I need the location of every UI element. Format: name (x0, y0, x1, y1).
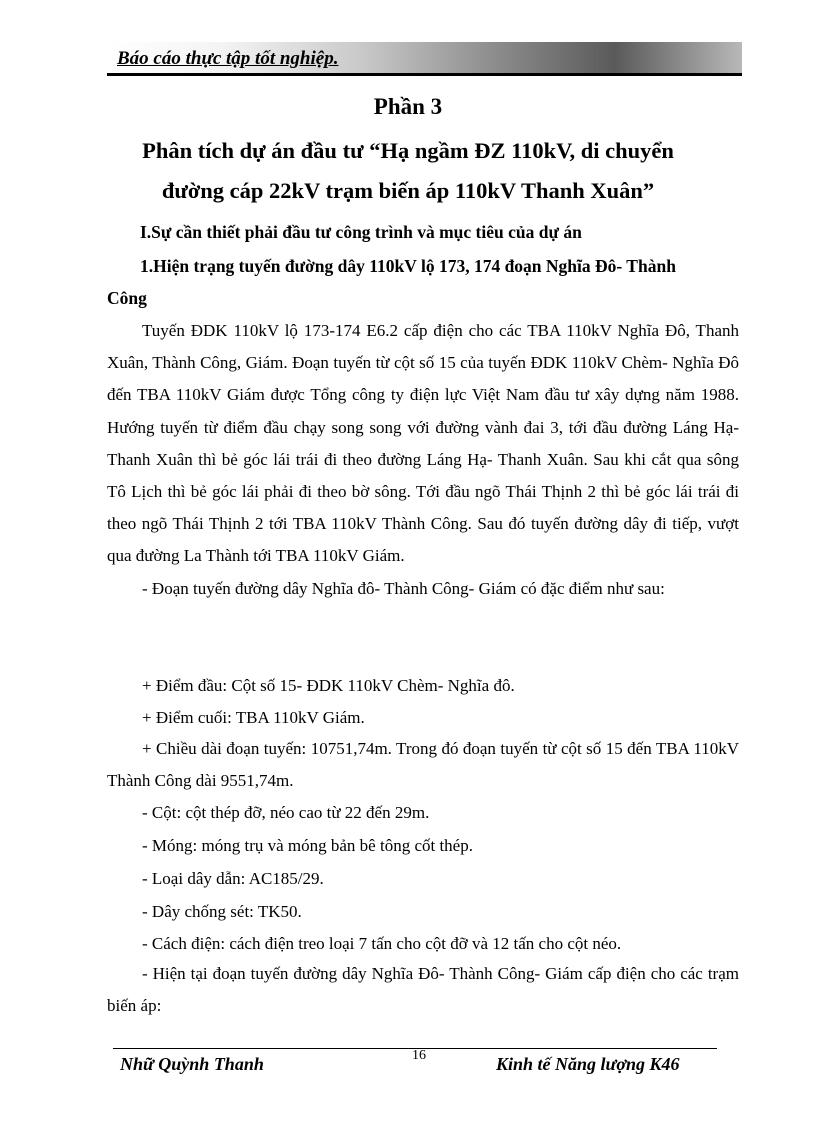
plus-length: + Chiều dài đoạn tuyến: 10751,74m. Trong đó đoạn tuyến từ cột số 15 đến TBA 110kV Thành Công dài 9551,74m. (107, 739, 739, 791)
bullet-section-features: - Đoạn tuyến đường dây Nghĩa đô- Thành Công- Giám có đặc điểm như sau: (142, 578, 665, 598)
bullet-foundation: - Móng: móng trụ và móng bản bê tông cốt thép. (142, 836, 473, 855)
paragraph-intro: Tuyến ĐDK 110kV lộ 173-174 E6.2 cấp điện cho các TBA 110kV Nghĩa Đô, Thanh Xuân, Thành Công, Giám. Đoạn tuyến từ cột số 15 của tuyến ĐDK 110kV Chèm- Nghĩa Đô đến TBA 110kV Giám được Tổng công ty điện lực Việt Nam đầu tư xây dựng năm 1988. Hướng tuyến từ điểm đầu chạy song song với đường vành đai 3, tới đầu đường Láng Hạ- Thanh Xuân thì bẻ góc lái trái đi theo đường Láng Hạ- Thanh Xuân. Sau khi cắt qua sông Tô Lịch thì bẻ góc lái phải đi theo bờ sông. Tới đầu ngõ Thái Thịnh 2 thì bẻ góc lái trái đi theo ngõ Thái Thịnh 2 tới TBA 110kV Thành Công. Sau đó tuyến đường dây đi tiếp, vượt qua đường La Thành tới TBA 110kV Giám. (107, 321, 739, 566)
subsection-heading-line1: 1.Hiện trạng tuyến đường dây 110kV lộ 173, 174 đoạn Nghĩa Đô- Thành (140, 256, 676, 276)
bullet-substations: - Hiện tại đoạn tuyến đường dây Nghĩa Đô- Thành Công- Giám cấp điện cho các trạm biến áp: (107, 964, 739, 1016)
footer-author: Nhữ Quỳnh Thanh (120, 1054, 264, 1074)
project-title-line2: đường cáp 22kV trạm biến áp 110kV Thanh Xuân” (161, 178, 655, 203)
bullet-substations-block (107, 958, 739, 1022)
bullet-insulation: - Cách điện: cách điện treo loại 7 tấn cho cột đỡ và 12 tấn cho cột néo. (142, 934, 622, 953)
body-paragraph (107, 315, 739, 605)
footer-class: Kinh tế Năng lượng K46 (496, 1054, 680, 1074)
header-text: Báo cáo thực tập tốt nghiệp. (117, 48, 339, 69)
part-title: Phần 3 (373, 94, 443, 119)
section-heading: I.Sự cần thiết phải đầu tư công trình và mục tiêu của dự án (140, 222, 582, 242)
page-number: 16 (412, 1048, 426, 1063)
plus-end-point: + Điểm cuối: TBA 110kV Giám. (142, 708, 365, 727)
bullet-conductor: - Loại dây dẫn: AC185/29. (142, 869, 324, 888)
plus-length-block (107, 733, 739, 797)
project-title-line1: Phân tích dự án đầu tư “Hạ ngầm ĐZ 110kV, di chuyển (142, 138, 674, 163)
bullet-ground-wire: - Dây chống sét: TK50. (142, 902, 302, 921)
page-header (107, 42, 742, 76)
bullet-poles: - Cột: cột thép đỡ, néo cao từ 22 đến 29m. (142, 803, 430, 822)
plus-start-point: + Điểm đầu: Cột số 15- ĐDK 110kV Chèm- Nghĩa đô. (142, 676, 515, 695)
subsection-heading-line2: Công (107, 288, 147, 308)
header-rule (107, 73, 742, 76)
